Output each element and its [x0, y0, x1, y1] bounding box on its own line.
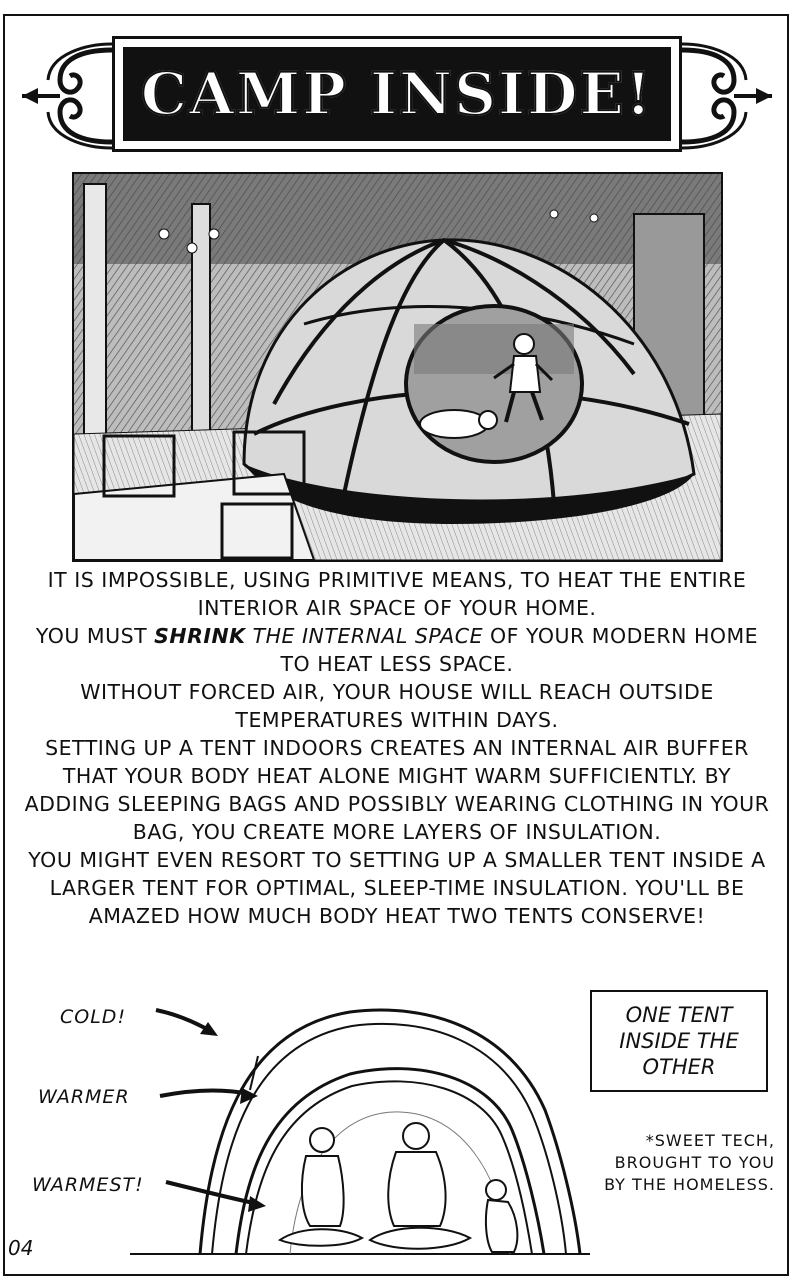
tent-in-tent-diagram [0, 990, 794, 1280]
paragraph-2-end: OF YOUR MODERN HOME TO HEAT LESS SPACE. [280, 624, 759, 676]
cold-label: COLD! [60, 1006, 127, 1028]
paragraph-2 [20, 622, 774, 678]
page-number: 04 [8, 1236, 34, 1260]
dome-tent-drawing [74, 174, 721, 560]
paragraph-1: IT IS IMPOSSIBLE, USING PRIMITIVE MEANS, TO HEAT THE ENTIRE INTERIOR AIR SPACE OF YOUR HOME. [47, 568, 747, 620]
paragraph-4: SETTING UP A TENT INDOORS CREATES AN INTERNAL AIR BUFFER THAT YOUR BODY HEAT ALONE MIGHT WARM SUFFICIENTLY. BY ADDING SLEEPING BAGS AND POSSIBLY WEARING CLOTHING IN YOUR BAG, YOU CREATE MORE LAYERS OF INSULATION. [24, 736, 770, 844]
right-scroll-ornament-icon [682, 30, 774, 162]
paragraph-3: WITHOUT FORCED AIR, YOUR HOUSE WILL REACH OUTSIDE TEMPERATURES WITHIN DAYS. [80, 680, 714, 732]
shrink-emphasis: SHRINK [154, 624, 246, 648]
warmer-label: WARMER [38, 1086, 130, 1108]
left-scroll-ornament-icon [20, 30, 112, 162]
title-inner [123, 47, 671, 141]
paragraph-5: YOU MIGHT EVEN RESORT TO SETTING UP A SMALLER TENT INSIDE A LARGER TENT FOR OPTIMAL, SLEEP-TIME INSULATION. YOU'LL BE AMAZED HOW MUCH BODY HEAT TWO TENTS CONSERVE! [28, 848, 766, 928]
tent-note-box [590, 990, 768, 1092]
dome-tent-illustration [72, 172, 723, 562]
title-box [112, 36, 682, 152]
warmest-label: WARMEST! [32, 1174, 144, 1196]
sweet-tech-note: *SWEET TECH, BROUGHT TO YOU BY THE HOMELESS. [604, 1131, 775, 1194]
tent-note-text: ONE TENT INSIDE THE OTHER [619, 1003, 739, 1079]
paragraph-2-start: YOU MUST [35, 624, 155, 648]
body-text [20, 566, 774, 930]
internal-space-emphasis: THE INTERNAL SPACE [245, 624, 484, 648]
page-title: CAMP INSIDE! [140, 60, 654, 128]
title-banner [20, 22, 774, 170]
